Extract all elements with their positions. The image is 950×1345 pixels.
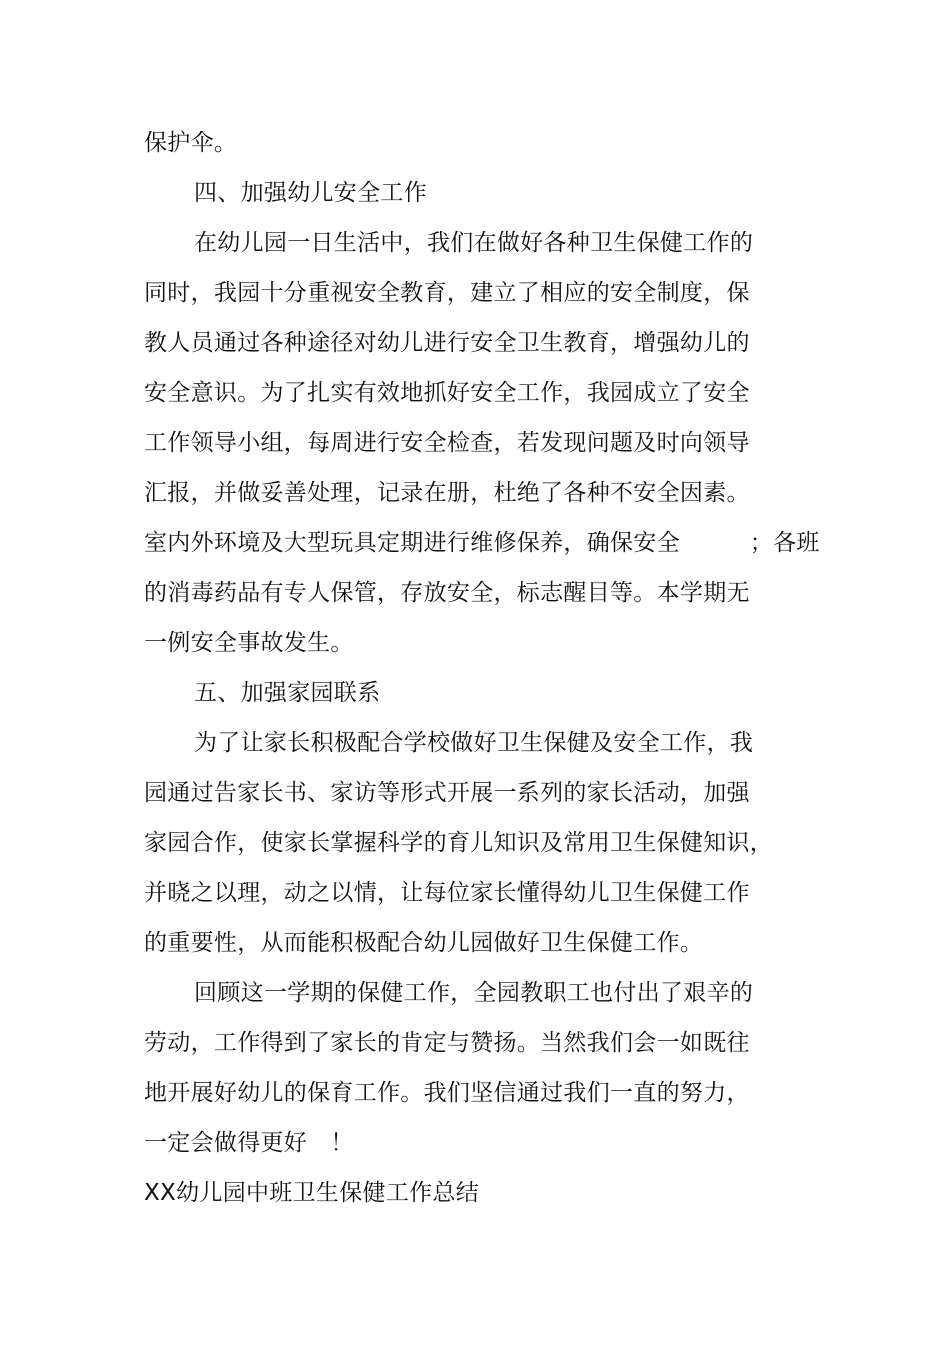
text-line: 的重要性，从而能积极配合幼儿园做好卫生保健工作。 bbox=[144, 930, 704, 956]
text-line: 教人员通过各种途径对幼儿进行安全卫生教育，增强幼儿的 bbox=[144, 330, 750, 356]
text-line: 一例安全事故发生。 bbox=[144, 630, 354, 656]
text-line: 并晓之以理，动之以情，让每位家长懂得幼儿卫生保健工作 bbox=[144, 880, 750, 906]
document-title: XX幼儿园中班卫生保健工作总结 bbox=[144, 1180, 480, 1206]
paragraph-start: 回顾这一学期的保健工作，全园教职工也付出了艰辛的 bbox=[194, 980, 754, 1006]
text-line: 地开展好幼儿的保育工作。我们坚信通过我们一直的努力， bbox=[144, 1080, 750, 1106]
text-line: 的消毒药品有专人保管，存放安全，标志醒目等。本学期无 bbox=[144, 580, 750, 606]
section-heading: 四、加强幼儿安全工作 bbox=[194, 180, 427, 206]
text-line: 汇报，并做妥善处理，记录在册，杜绝了各种不安全因素。 bbox=[144, 480, 750, 506]
paragraph-start: 为了让家长积极配合学校做好卫生保健及安全工作，我 bbox=[194, 730, 754, 756]
text-line: 园通过告家长书、家访等形式开展一系列的家长活动，加强 bbox=[144, 780, 750, 806]
text-line: 室内外环境及大型玩具定期进行维修保养，确保安全 ；各班 bbox=[144, 530, 820, 556]
text-line: 同时，我园十分重视安全教育，建立了相应的安全制度，保 bbox=[144, 280, 750, 306]
text-line: 安全意识。为了扎实有效地抓好安全工作，我园成立了安全 bbox=[144, 380, 750, 406]
text-line: 保护伞。 bbox=[144, 130, 238, 156]
text-line: 劳动，工作得到了家长的肯定与赞扬。当然我们会一如既往 bbox=[144, 1030, 750, 1056]
section-heading: 五、加强家园联系 bbox=[194, 680, 381, 706]
text-line: 工作领导小组，每周进行安全检查，若发现问题及时向领导 bbox=[144, 430, 750, 456]
text-line: 一定会做得更好 ！ bbox=[144, 1130, 354, 1156]
text-line: 家园合作，使家长掌握科学的育儿知识及常用卫生保健知识， bbox=[144, 830, 774, 856]
paragraph-start: 在幼儿园一日生活中，我们在做好各种卫生保健工作的 bbox=[194, 230, 754, 256]
